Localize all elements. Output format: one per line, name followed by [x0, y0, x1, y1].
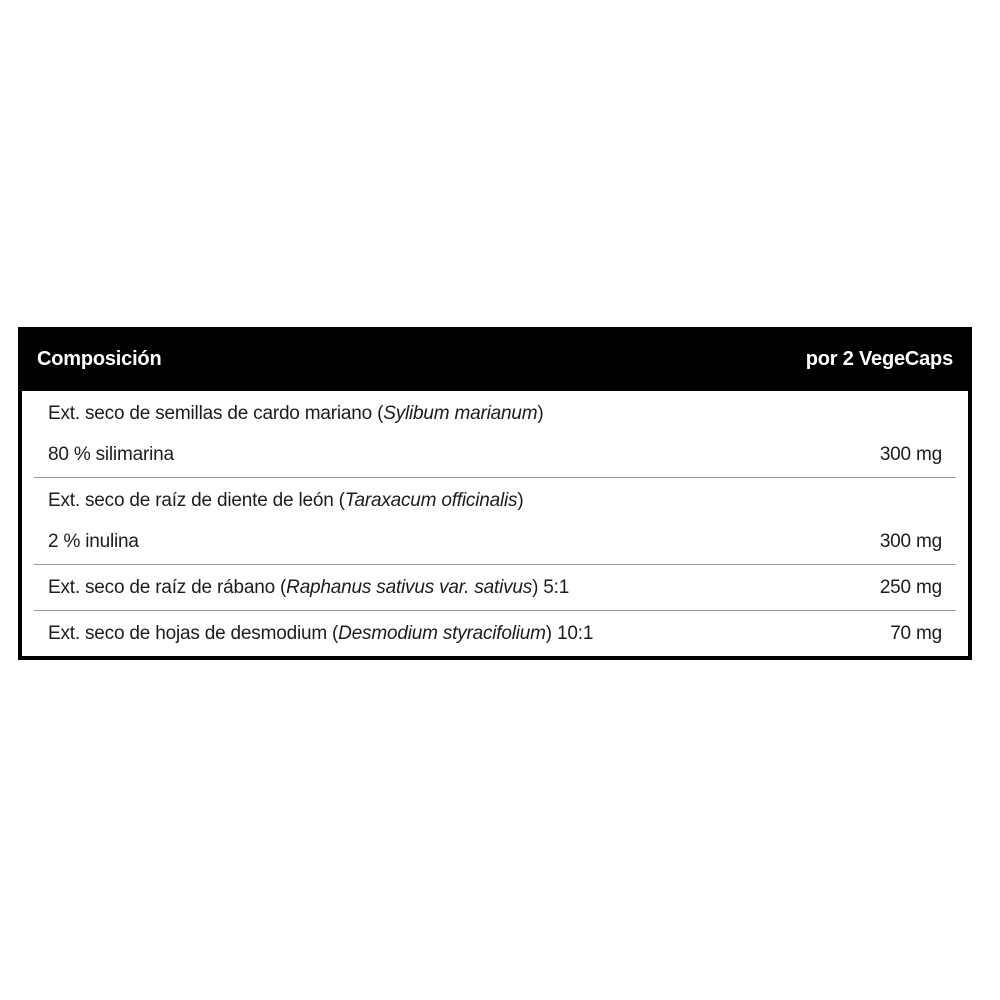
ingredient-detail-row — [34, 521, 956, 562]
ingredient-name-row — [34, 393, 956, 434]
table-header — [22, 327, 968, 391]
composition-table — [18, 327, 972, 660]
ingredient-text-suffix: ) 5:1 — [532, 577, 570, 598]
ingredient-detail-row — [34, 434, 956, 475]
ingredient-group-cardo-mariano — [34, 391, 956, 478]
ingredient-text-suffix: ) — [537, 403, 544, 424]
ingredient-text: Ext. seco de hojas de desmodium ( — [48, 623, 339, 644]
ingredient-amount: 300 mg — [879, 444, 942, 465]
serving-size-label: por 2 VegeCaps — [805, 347, 953, 370]
ingredient-name — [48, 613, 593, 654]
ingredient-latin-name: Desmodium styracifolium — [338, 623, 546, 644]
ingredient-text-suffix: ) 10:1 — [545, 623, 594, 644]
ingredient-amount: 250 mg — [879, 577, 942, 598]
ingredient-amount: 70 mg — [890, 623, 942, 644]
table-title: Composición — [37, 347, 162, 370]
ingredient-text: Ext. seco de raíz de rábano ( — [48, 577, 287, 598]
ingredient-text-suffix: ) — [517, 490, 524, 511]
ingredient-group-diente-de-leon — [34, 478, 956, 565]
ingredient-latin-name: Taraxacum officinalis — [344, 490, 518, 511]
ingredient-group-rabano — [34, 565, 956, 611]
ingredient-latin-name: Sylibum marianum — [383, 403, 538, 424]
ingredient-standardization: 2 % inulina — [48, 531, 139, 552]
ingredient-name-row — [34, 567, 956, 608]
ingredient-text: Ext. seco de semillas de cardo mariano ( — [48, 403, 384, 424]
ingredient-name — [48, 567, 569, 608]
ingredient-name-row — [34, 613, 956, 654]
ingredient-name — [48, 480, 523, 521]
ingredient-name-row — [34, 480, 956, 521]
ingredient-amount: 300 mg — [879, 531, 942, 552]
ingredient-standardization: 80 % silimarina — [48, 444, 174, 465]
ingredient-latin-name: Raphanus sativus var. sativus — [286, 577, 533, 598]
ingredient-name — [48, 393, 544, 434]
ingredient-text: Ext. seco de raíz de diente de león ( — [48, 490, 345, 511]
ingredient-group-desmodium — [34, 611, 956, 656]
